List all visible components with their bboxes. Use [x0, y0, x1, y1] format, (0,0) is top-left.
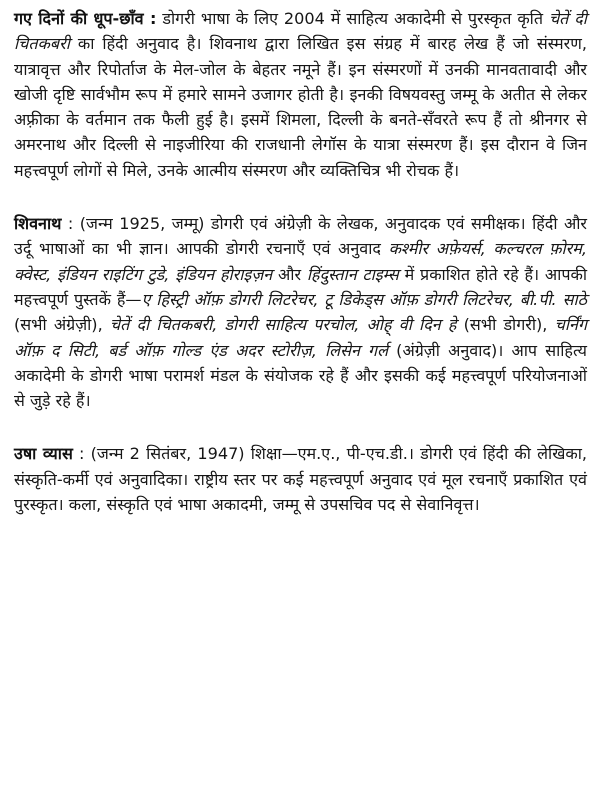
book-title-italic: चेतें दी चितकबरी [14, 9, 587, 54]
book-description-entry [14, 6, 587, 183]
entry-text: का हिंदी अनुवाद है। शिवनाथ द्वारा लिखित इस संग्रह में बारह लेख हैं जो संस्मरण, यात्रावृत्त और रिपोर्ताज के मेल-जोल के बेहतर नमूने हैं। इन संस्मरणों में उनकी मानवतावादी और खोजी दृष्टि सार्वभौम रूप में हमारे सामने उजागर होती है। इनकी विषयवस्तु जम्मू के अतीत से लेकर अफ़्रीका के वर्तमान तक फैली हुई है। इसमें शिमला, दिल्ली के बनते-सँवरते रूप हैं तो श्रीनगर से अमरनाथ और दिल्ली से नाइजीरिया की राजधानी लेगॉस के यात्रा संस्मरण हैं। इस दौरान वे जिन महत्त्वपूर्ण लोगों से मिले, उनके आत्मीय संस्मरण और व्यक्तिचित्र भी रोचक हैं। [14, 34, 587, 180]
book-title-heading: गए दिनों की धूप-छाँव : [14, 9, 157, 28]
entry-text: में प्रकाशित होते रहे हैं। आपकी महत्त्वपूर्ण पुस्तकें हैं— [14, 264, 588, 309]
author-name-heading: शिवनाथ [14, 214, 62, 234]
entry-text: और [272, 264, 307, 284]
publication-names-italic: कश्मीर अफ़ेयर्स, कल्चरल फ़ोरम, क्वेस्ट, इंडियन राइटिंग टुडे, इंडियन होराइज़न [14, 239, 587, 284]
entry-text: (अंग्रेज़ी अनुवाद)। आप साहित्य अकादेमी के डोगरी भाषा परामर्श मंडल के संयोजक रहे हैं और इसकी कई महत्त्वपूर्ण परियोजनाओं से जुड़े रहे हैं। [14, 340, 587, 411]
publication-name-italic: हिंदुस्तान टाइम्स [306, 264, 399, 284]
translator-bio-entry [14, 441, 587, 517]
entry-text: : (जन्म 2 सितंबर, 1947) शिक्षा—एम.ए., पी-एच.डी.। डोगरी एवं हिंदी की लेखिका, संस्कृति-कर्मी एवं अनुवादिका। राष्ट्रीय स्तर पर कई महत्त्वपूर्ण अनुवाद एवं मूल रचनाएँ प्रकाशित एवं पुरस्कृत। कला, संस्कृति एवं भाषा अकादमी, जम्मू से उपसचिव पद से सेवानिवृत्त। [14, 444, 588, 515]
translator-name-heading: उषा व्यास [14, 444, 73, 464]
entry-text: (सभी डोगरी), [456, 315, 555, 335]
author-bio-entry [14, 211, 587, 413]
entry-text: डोगरी भाषा के लिए 2004 में साहित्य अकादेमी से पुरस्कृत कृति [156, 9, 549, 28]
entry-text: : (जन्म 1925, जम्मू) डोगरी एवं अंग्रेज़ी के लेखक, अनुवादक एवं समीक्षक। हिंदी और उर्दू भाषाओं का भी ज्ञान। आपकी डोगरी रचनाएँ एवं अनुवाद [14, 214, 587, 259]
entry-text: (सभी अंग्रेज़ी), [14, 315, 110, 335]
translated-books-italic: चर्निंग ऑफ़ द सिटी, बर्ड ऑफ़ गोल्ड एंड अदर स्टोरीज़, लिसेन गर्ल [14, 315, 588, 360]
dogri-books-italic: चेतें दी चितकबरी, डोगरी साहित्य परचोल, ओह् वी दिन हे [109, 315, 457, 335]
english-books-italic: ए हिस्ट्री ऑफ़ डोगरी लिटरेचर, टू डिकेड्स ऑफ़ डोगरी लिटरेचर, बी.पी. साठे [141, 289, 587, 309]
